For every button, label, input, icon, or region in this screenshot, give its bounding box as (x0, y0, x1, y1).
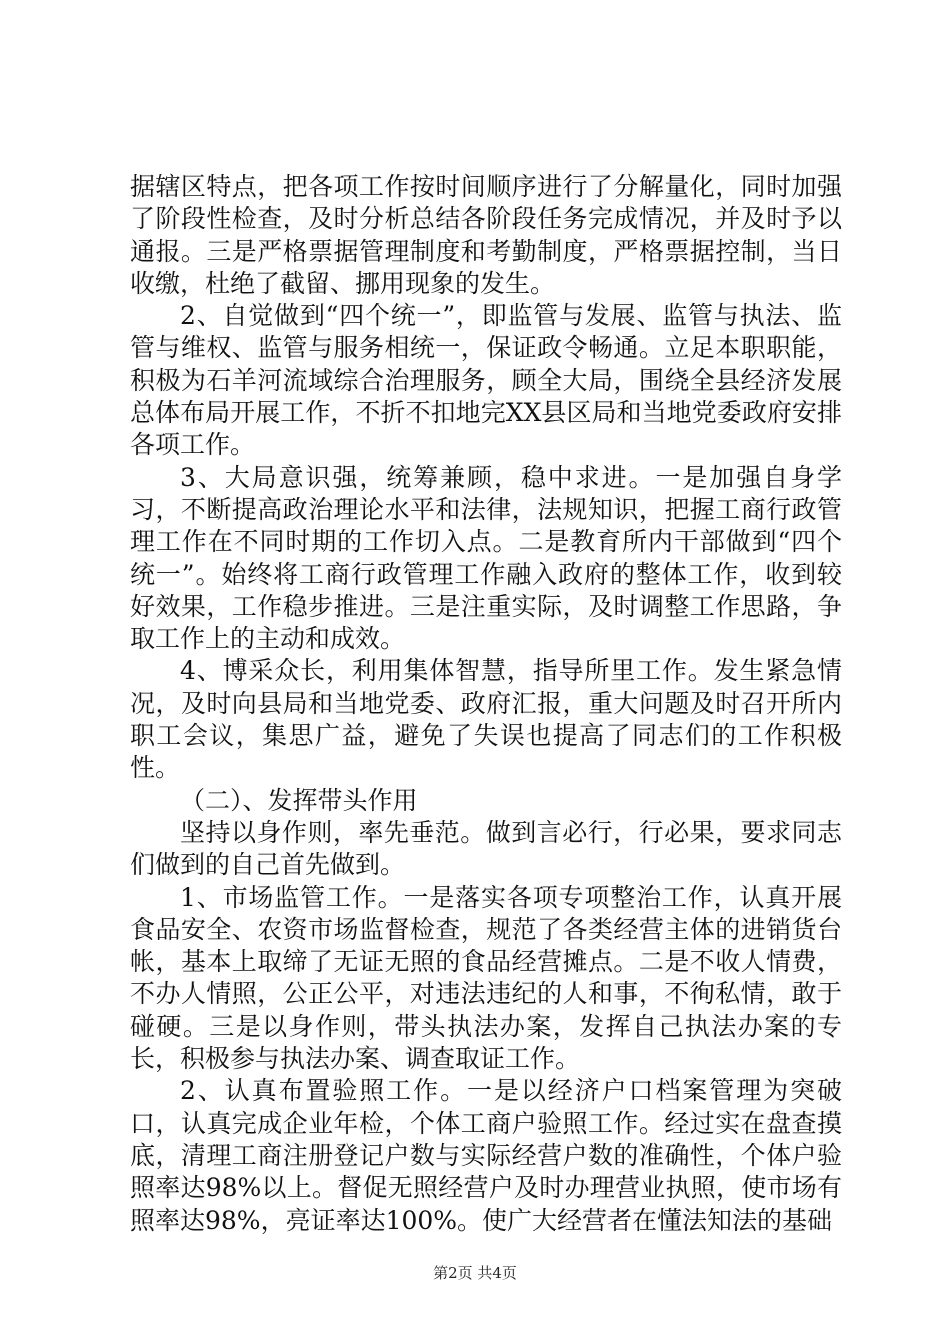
paragraph-market-supervision: 1、市场监管工作。一是落实各项专项整治工作，认真开展食品安全、农资市场监督检查，规范了各类经营主体的进销货台帐，基本上取缔了无证无照的食品经营摊点。二是不收人情费，不办人情照，公正公平，对违法违纪的人和事，不徇私情，敢于碰硬。三是以身作则，带头执法办案，发挥自己执法办案的专长，积极参与执法办案、调查取证工作。 (130, 882, 842, 1074)
paragraph-item-3: 3、大局意识强，统筹兼顾，稳中求进。一是加强自身学习，不断提高政治理论水平和法律，法规知识，把握工商行政管理工作在不同时期的工作切入点。二是教育所内干部做到“四个统一”。始终将工商行政管理工作融入政府的整体工作，收到较好效果，工作稳步推进。三是注重实际，及时调整工作思路，争取工作上的主动和成效。 (130, 462, 842, 654)
paragraph-continuation: 据辖区特点，把各项工作按时间顺序进行了分解量化，同时加强了阶段性检查，及时分析总结各阶段任务完成情况，并及时予以通报。三是严格票据管理制度和考勤制度，严格票据控制，当日收缴，杜绝了截留、挪用现象的发生。 (130, 172, 842, 298)
section-heading: （二）、发挥带头作用 (180, 785, 418, 815)
paragraph-license-inspection: 2、认真布置验照工作。一是以经济户口档案管理为突破口，认真完成企业年检，个体工商户验照工作。经过实在盘查摸底，清理工商注册登记户数与实际经营户数的准确性，个体户验照率达98%以上。督促无照经营户及时办理营业执照，使市场有照率达98%，亮证率达100%。使广大经营者在懂法知法的基础 (130, 1076, 842, 1235)
paragraph-item-2: 2、自觉做到“四个统一”，即监管与发展、监管与执法、监管与维权、监管与服务相统一，保证政令畅通。立足本职职能，积极为石羊河流域综合治理服务，顾全大局，围绕全县经济发展总体布局开展工作，不折不扣地完XX县区局和当地党委政府安排各项工作。 (130, 301, 842, 460)
document-body (130, 171, 842, 1237)
page-number-footer: 第2页 共4页 (433, 1264, 517, 1282)
paragraph-intro: 坚持以身作则，率先垂范。做到言必行，行必果，要求同志们做到的自己首先做到。 (130, 817, 842, 880)
paragraph-item-4: 4、博采众长，利用集体智慧，指导所里工作。发生紧急情况，及时向县局和当地党委、政府汇报，重大问题及时召开所内职工会议，集思广益，避免了失误也提高了同志们的工作积极性。 (130, 656, 842, 783)
